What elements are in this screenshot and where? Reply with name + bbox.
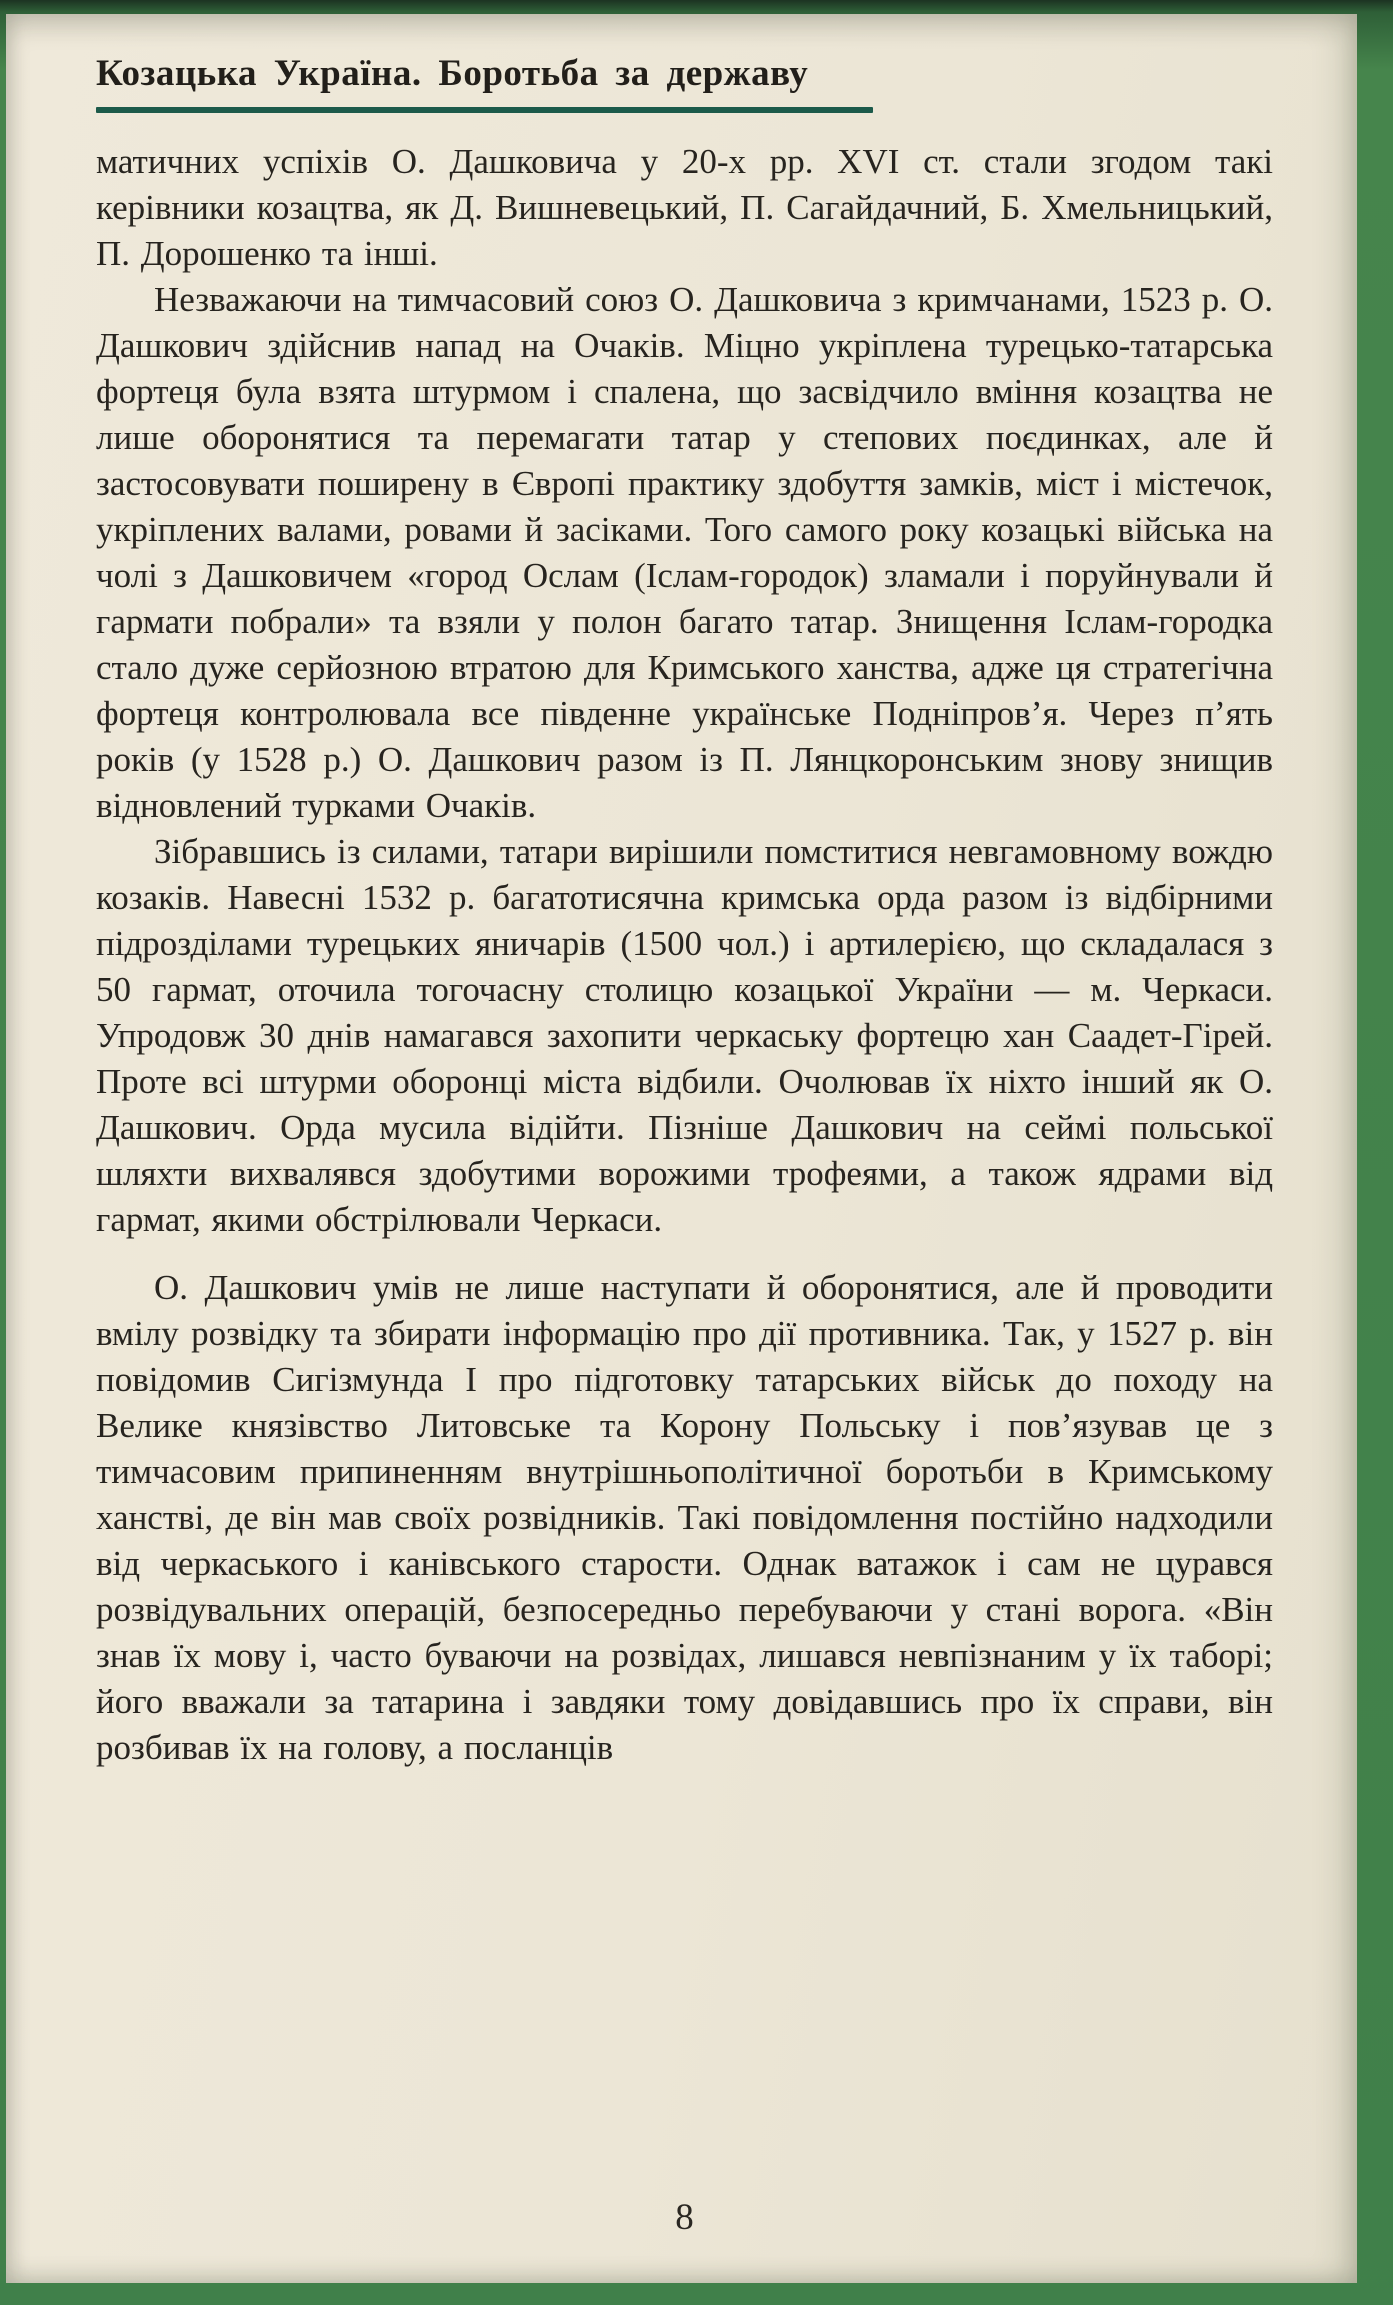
page-title: Козацька Україна. Боротьба за державу <box>96 53 809 94</box>
page-number: 8 <box>675 2197 694 2238</box>
paragraph: Незважаючи на тимчасовий союз О. Дашковича з кримчанами, 1523 р. О. Дашкович здійснив напад на Очаків. Міцно укріплена турецько-татарська фортеця була взята штурмом і спалена, що засвідчило вміння козацтва не лише оборонятися та перемагати татар у степових поєдинках, але й застосовувати поширену в Європі практику здобуття замків, міст і містечок, укріплених валами, ровами й засіками. Того самого року козацькі війська на чолі з Дашковичем «город Ослам (Іслам-городок) зламали і поруйнували й гармати побрали» та взяли у полон багато татар. Знищення Іслам-городка стало дуже серйозною втратою для Кримського ханства, адже ця стратегічна фортеця контролювала все південне українське Подніпров’я. Через п’ять років (у 1528 р.) О. Дашкович разом із П. Лянцкоронським знову знищив відновлений турками Очаків. <box>96 280 1273 825</box>
book-page <box>6 14 1357 2283</box>
header-rule <box>96 107 873 113</box>
page-footer <box>96 2196 1273 2257</box>
page-body <box>96 139 1273 2196</box>
paragraph: Зібравшись із силами, татари вирішили помститися невгамовному вождю козаків. Навесні 1532 р. багатотисячна кримська орда разом із відбірними підрозділами турецьких яничарів (1500 чол.) і артилерією, що складалася з 50 гармат, оточила тогочасну столицю козацької України — м. Черкаси. Упродовж 30 днів намагався захопити черкаську фортецю хан Саадет-Гірей. Проте всі штурми оборонці міста відбили. Очолював їх ніхто інший як О. Дашкович. Орда мусила відійти. Пізніше Дашкович на сеймі польської шляхти вихвалявся здобутими ворожими трофеями, а також ядрами від гармат, якими обстрілювали Черкаси. <box>96 832 1273 1239</box>
paragraph: О. Дашкович умів не лише наступати й оборонятися, але й проводити вмілу розвідку та збирати інформацію про дії противника. Так, у 1527 р. він повідомив Сигізмунда I про підготовку татарських військ до походу на Велике князівство Литовське та Корону Польську і пов’язував це з тимчасовим припиненням внутрішньополітичної боротьби в Кримському ханстві, де він мав своїх розвідників. Такі повідомлення постійно надходили від черкаського і канівського старости. Однак ватажок і сам не цурався розвідувальних операцій, безпосередньо перебуваючи у стані ворога. «Він знав їх мову і, часто буваючи на розвідах, лишався невпізнаним у їх таборі; його вважали за татарина і завдяки тому довідавшись про їх справи, він розбивав їх на голову, а посланців <box>96 1268 1273 1767</box>
paragraph-continuation: матичних успіхів О. Дашковича у 20-х рр. XVI ст. стали згодом такі керівники козацтва, як Д. Вишневецький, П. Сагайдачний, Б. Хмельницький, П. Дорошенко та інші. <box>96 142 1273 273</box>
running-header <box>96 52 1273 113</box>
